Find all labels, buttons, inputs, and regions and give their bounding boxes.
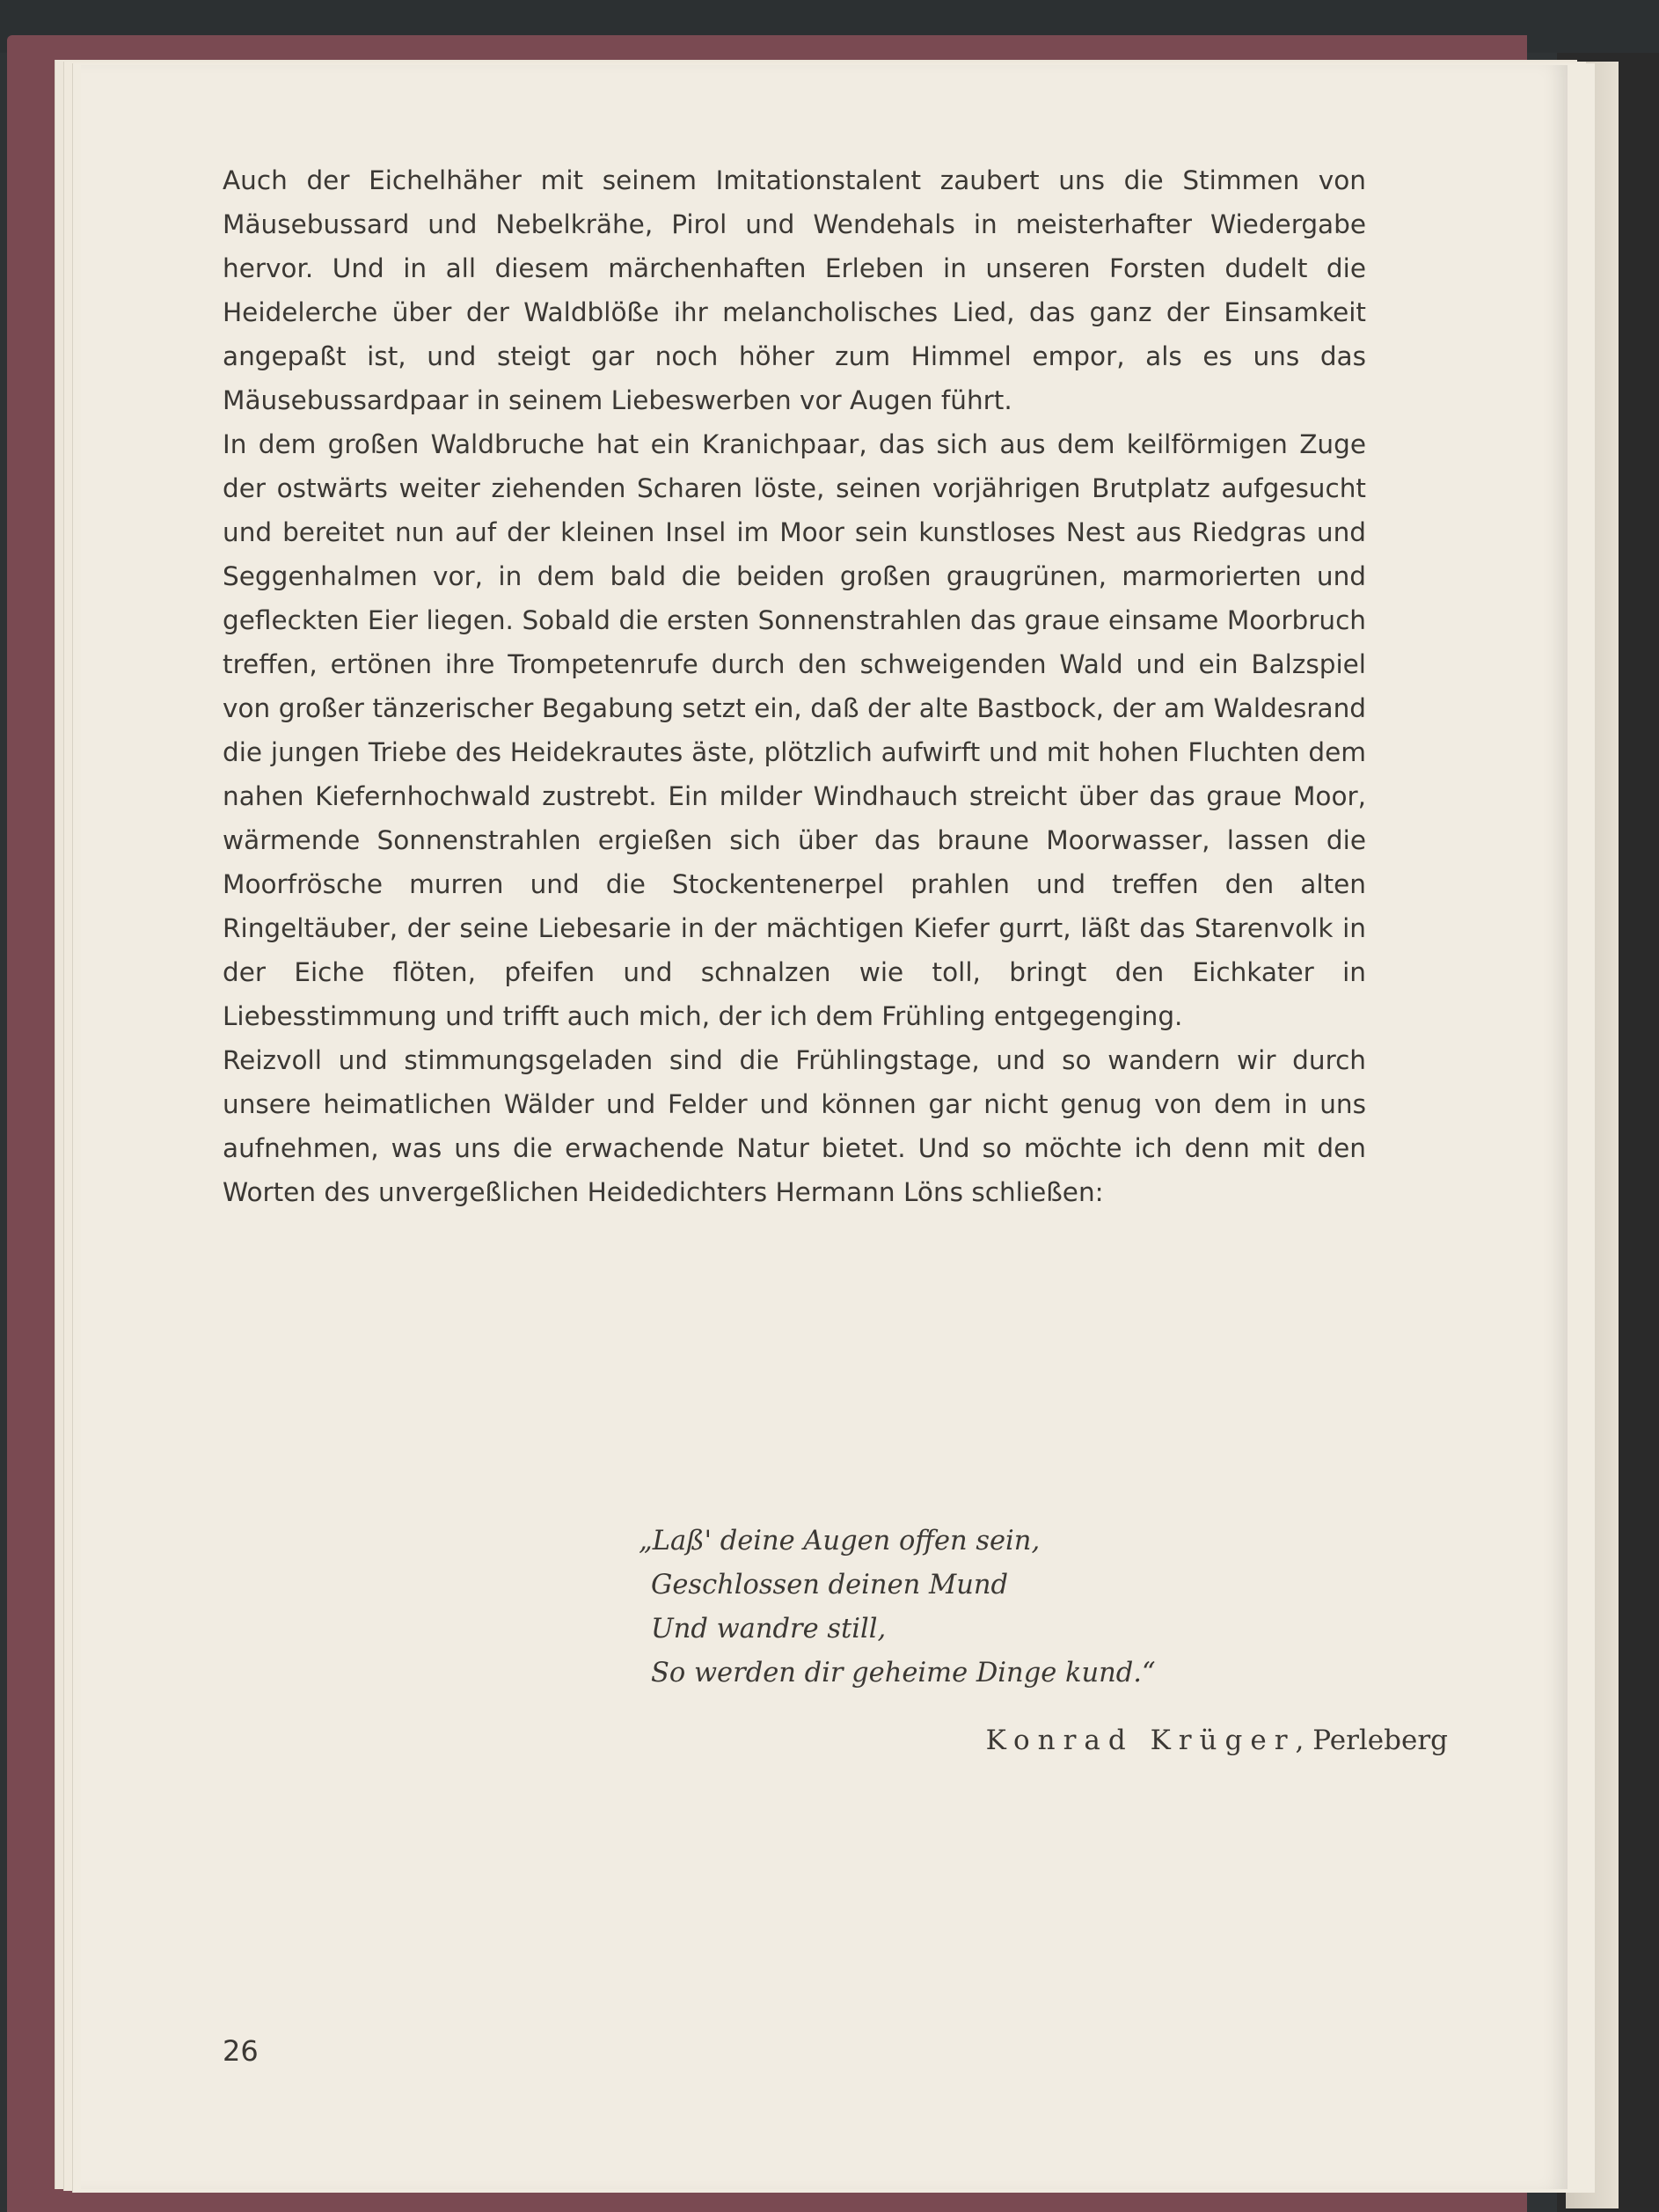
page-number: 26	[223, 2034, 259, 2068]
paragraph-3: Reizvoll und stimmungsgeladen sind die Frühlingstage, und so wandern wir durch unsere heimatlichen Wälder und Felder und können gar nicht genug von dem in uns aufnehmen, was uns die erwachende Natur bietet. Und so möchte ich denn mit den Worten des unvergeßlichen Heidedichters Hermann Löns schließen:	[223, 1045, 1366, 1207]
paragraph-2: In dem großen Waldbruche hat ein Kranichpaar, das sich aus dem keilförmigen Zuge der ostwärts weiter ziehenden Scharen löste, seinen vorjährigen Brutplatz aufgesucht und bereitet nun auf der kleinen Insel im Moor sein kunstloses Nest aus Riedgras und Seggenhalmen vor, in dem bald die beiden großen graugrünen, marmorierten und gefleckten Eier liegen. Sobald die ersten Sonnenstrahlen das graue einsame Moorbruch treffen, ertönen ihre Trompetenrufe durch den schweigenden Wald und ein Balzspiel von großer tänzerischer Begabung setzt ein, daß der alte Bastbock, der am Waldesrand die jungen Triebe des Heidekrautes äste, plötzlich aufwirft und mit hohen Fluchten dem nahen Kiefernhochwald zustrebt. Ein milder Windhauch streicht über das graue Moor, wärmende Sonnenstrahlen ergießen sich über das braune Moorwasser, lassen die Moorfrösche murren und die Stockentenerpel prahlen und treffen den alten Ringeltäuber, der seine Liebesarie in der mächtigen Kiefer gurrt, läßt das Starenvolk in der Eiche flöten, pfeifen und schnalzen wie toll, bringt den Eichkater in Liebesstimmung und trifft auch mich, der ich dem Frühling entgegenging.	[223, 429, 1366, 1031]
poem-line: Geschlossen deinen Mund	[651, 1570, 1009, 1600]
body-text	[223, 158, 1366, 1214]
author-place: , Perleberg	[1295, 1725, 1448, 1756]
paragraph-1: Auch der Eichelhäher mit seinem Imitationstalent zaubert uns die Stimmen von Mäusebussard und Nebelkrähe, Pirol und Wendehals in meisterhafter Wiedergabe hervor. Und in all diesem märchenhaften Erleben in unseren Forsten dudelt die Heidelerche über der Waldblöße ihr melancholisches Lied, das ganz der Einsamkeit angepaßt ist, und steigt gar noch höher zum Himmel empor, als es uns das Mäusebussardpaar in seinem Liebeswerben vor Augen führt.	[223, 165, 1366, 415]
poem-line: So werden dir geheime Dinge kund.“	[651, 1658, 1156, 1688]
poem-line: Und wandre still,	[651, 1614, 887, 1644]
author-signature	[986, 1725, 1448, 1756]
author-name: Konrad Krüger	[985, 1725, 1296, 1756]
poem-quote	[639, 1520, 1156, 1696]
poem-line: „Laß' deine Augen offen sein,	[639, 1526, 1041, 1556]
